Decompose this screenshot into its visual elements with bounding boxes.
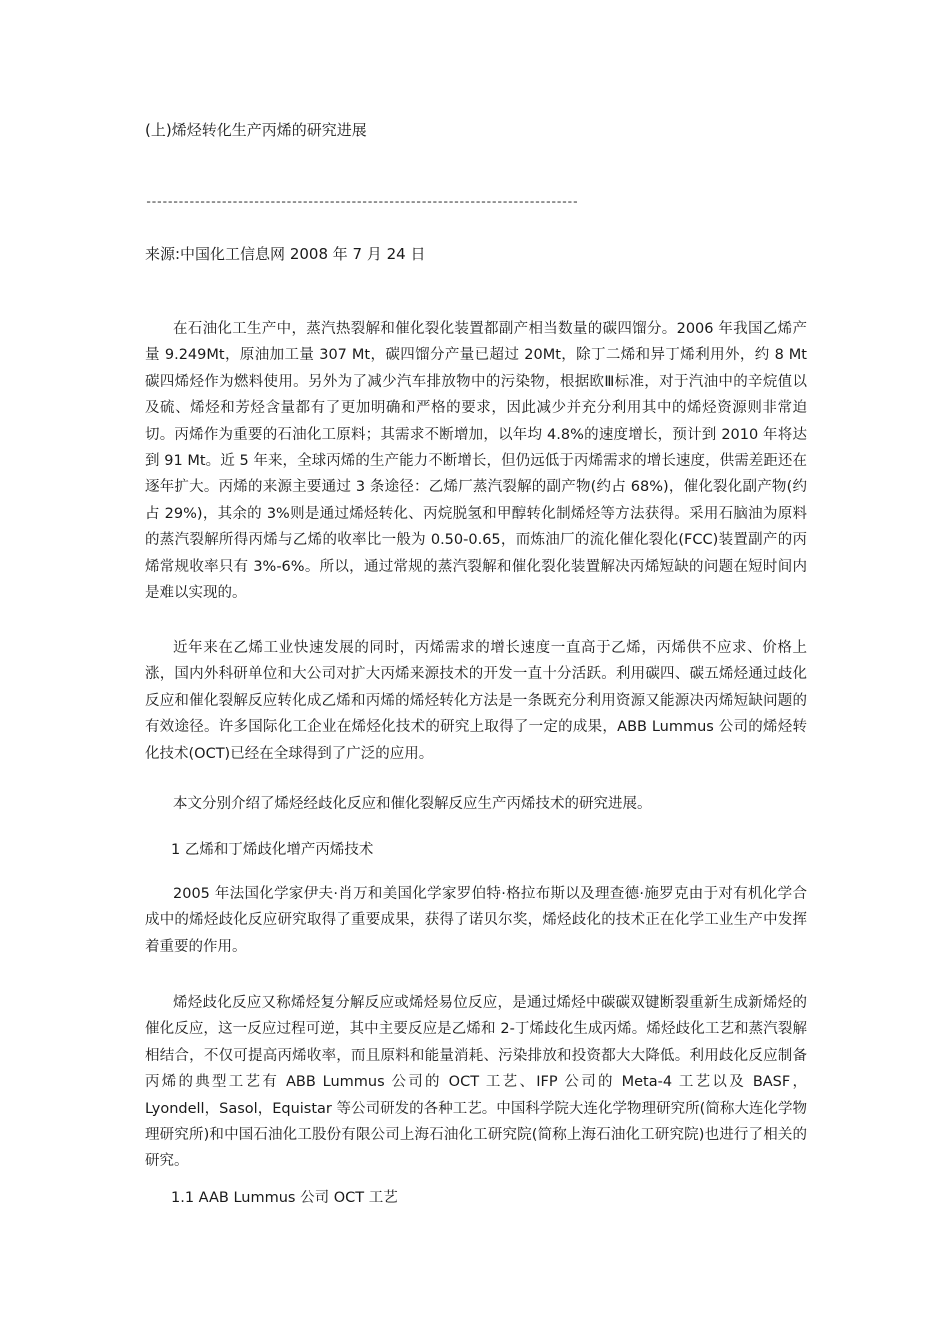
document-title: (上)烯烃转化生产丙烯的研究进展 (145, 121, 367, 139)
section-heading-1: 1 乙烯和丁烯歧化增产丙烯技术 (171, 842, 374, 858)
separator-line: -------------------------------------------------------------------------------- (145, 195, 578, 209)
paragraph-3: 本文分别介绍了烯烃经歧化反应和催化裂解反应生产丙烯技术的研究进展。 (173, 796, 652, 812)
paragraph-1: 在石油化工生产中，蒸汽热裂解和催化裂化装置都副产相当数量的碳四馏分。2006 年我国乙烯产量 9.249Mt，原油加工量 307 Mt，碳四馏分产量已超过 20Mt，除丁二烯和异丁烯利用外，约 8 Mt 碳四烯烃作为燃料使用。另外为了减少汽车排放物中的污染物，根据欧Ⅲ标准，对于汽油中的辛烷值以及硫、烯烃和芳烃含量都有了更加明确和严格的要求，因此减少并充分利用其中的烯烃资源则非常迫切。丙烯作为重要的石油化工原料；其需求不断增加，以年均 4.8%的速度增长，预计到 2010 年将达到 91 Mt。近 5 年来，全球丙烯的生产能力不断增长，但仍远低于丙烯需求的增长速度，供需差距还在逐年扩大。丙烯的来源主要通过 3 条途径：乙烯厂蒸汽裂解的副产物(约占 68%)，催化裂化副产物(约占 29%)，其余的 3%则是通过烯烃转化、丙烷脱氢和甲醇转化制烯烃等方法获得。采用石脑油为原料的蒸汽裂解所得丙烯与乙烯的收率比一般为 0.50-0.65，而炼油厂的流化催化裂化(FCC)装置副产的丙烯常规收率只有 3%-6%。所以，通过常规的蒸汽裂解和催化裂化装置解决丙烯短缺的问题在短时间内是难以实现的。 (145, 321, 807, 602)
paragraph-5: 烯烃歧化反应又称烯烃复分解反应或烯烃易位反应，是通过烯烃中碳碳双键断裂重新生成新烯烃的催化反应，这一反应过程可逆，其中主要反应是乙烯和 2-丁烯歧化生成丙烯。烯烃歧化工艺和蒸汽裂解相结合，不仅可提高丙烯收率，而且原料和能量消耗、污染排放和投资都大大降低。利用歧化反应制备丙烯的典型工艺有 ABB Lummus 公司的 OCT 工艺、IFP 公司的 Meta-4 工艺以及 BASF，Lyondell，Sasol，Equistar 等公司研发的各种工艺。中国科学院大连化学物理研究所(简称大连化学物理研究所)和中国石油化工股份有限公司上海石油化工研究院(简称上海石油化工研究院)也进行了相关的研究。 (145, 995, 807, 1170)
paragraph-4: 2005 年法国化学家伊夫·肖万和美国化学家罗伯特·格拉布斯以及理查德·施罗克由于对有机化学合成中的烯烃歧化反应研究取得了重要成果，获得了诺贝尔奖，烯烃歧化的技术正在化学工业生产中发挥着重要的作用。 (145, 886, 807, 955)
section-heading-1-1: 1.1 AAB Lummus 公司 OCT 工艺 (171, 1190, 398, 1206)
source-line: 来源:中国化工信息网 2008 年 7 月 24 日 (145, 245, 426, 263)
paragraph-2: 近年来在乙烯工业快速发展的同时，丙烯需求的增长速度一直高于乙烯，丙烯供不应求、价格上涨，国内外科研单位和大公司对扩大丙烯来源技术的开发一直十分活跃。利用碳四、碳五烯烃通过歧化反应和催化裂解反应转化成乙烯和丙烯的烯烃转化方法是一条既充分利用资源又能源决丙烯短缺问题的有效途径。许多国际化工企业在烯烃化技术的研究上取得了一定的成果，ABB Lummus 公司的烯烃转化技术(OCT)已经在全球得到了广泛的应用。 (145, 640, 807, 762)
